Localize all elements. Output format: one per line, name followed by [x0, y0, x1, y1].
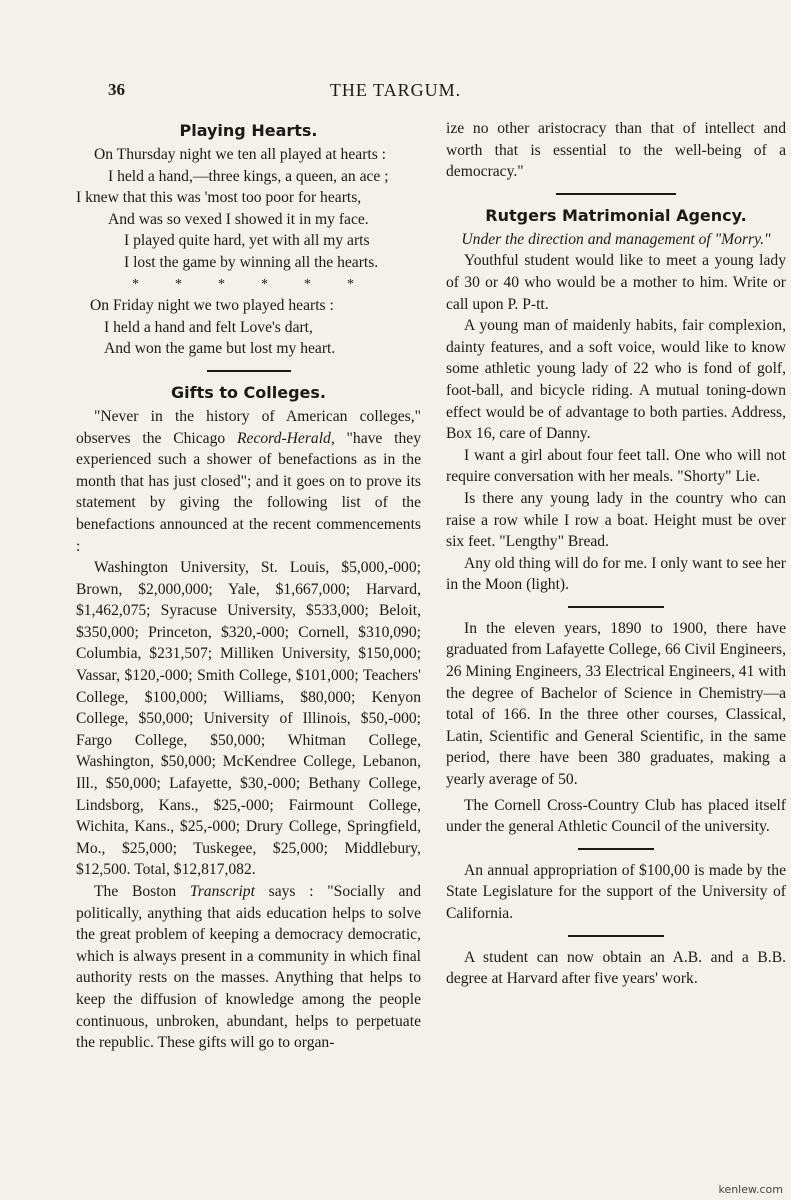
- stanza-divider: ******: [132, 276, 390, 292]
- poem-stanza-2: [76, 295, 421, 360]
- gifts-benefactions-list: Washington University, St. Louis, $5,000,-000; Brown, $2,000,000; Yale, $1,667,000; Harvard, $1,462,075; Syracuse University, $533,000; Beloit, $350,000; Princeton, $320,-000; Cornell, $310,090; Columbia, $231,507; Milliken University, $150,000; Vassar, $120,-000; Smith College, $101,000; Teachers' College, $100,000; Williams, $80,000; Kenyon College, $50,000; University of Illinois, $50,-000; Fargo College, $50,000; Whitman College, Washington, $50,000; McKendree College, Lebanon, Ill., $50,000; Lafayette, $30,-000; Bethany College, Lindsborg, Kans., $25,-000; Fairmount College, Wichita, Kans., $25,-000; Drury College, Springfield, Mo., $25,000; Tuskegee, $25,000; Middlebury, $12,500. Total, $12,817,082.: [76, 559, 421, 879]
- agency-ad: Youthful student would like to meet a young lady of 30 or 40 who would be a mother to him. Write or call upon P. P-tt.: [446, 252, 786, 313]
- watermark: kenlew.com: [718, 1183, 783, 1196]
- playing-hearts-poem: [76, 120, 421, 360]
- agency-ad: Any old thing will do for me. I only want to see her in the Moon (light).: [446, 554, 786, 594]
- poem-line: I lost the game by winning all the hearts.: [124, 253, 379, 271]
- poem-line: I played quite hard, yet with all my arts: [124, 232, 370, 250]
- agency-subtitle: Under the direction and management of "Morry.": [461, 230, 771, 248]
- right-column: [446, 118, 786, 990]
- poem-line: On Thursday night we ten all played at hearts :: [94, 146, 387, 163]
- poem-line: I knew that this was 'most too poor for hearts,: [76, 189, 362, 207]
- matrimonial-agency-article: [446, 205, 786, 596]
- agency-ad: I want a girl about four feet tall. One who will not require conversation with her meals. "Shorty" Lie.: [446, 446, 786, 486]
- lafayette-note: In the eleven years, 1890 to 1900, there have graduated from Lafayette College, 66 Civil Engineers, 26 Mining Engineers, 33 Electrical Engineers, 41 with the degree of Bachelor of Science in Chemistry—a total of 166. In the three other courses, Classical, Latin, Scientific and General Scientific, in the same period, there have been 380 graduates, making a yearly average of 50.: [446, 619, 786, 789]
- section-divider: [556, 193, 676, 195]
- poem-stanza-1: [76, 144, 421, 274]
- gifts-continuation: ize no other aristocracy than that of intellect and worth that is essential to the well-being of a democracy.": [446, 120, 786, 181]
- harvard-note: A student can now obtain an A.B. and a B.B. degree at Harvard after five years' work.: [446, 948, 786, 988]
- gifts-to-colleges-article: [76, 382, 421, 1054]
- agency-ad: Is there any young lady in the country who can raise a row while I row a boat. Height must be over six feet. "Lengthy" Bread.: [446, 489, 786, 551]
- agency-ad: A young man of maidenly habits, fair complexion, dainty features, and a soft voice, would like to know some athletic young lady of 22 who is fond of golf, foot-ball, and bicycle riding. A mutual toning-down effect would be of advantage to both parties. Address, Box 16, care of Danny.: [446, 317, 786, 443]
- poem-line: On Friday night we two played hearts :: [90, 297, 334, 315]
- playing-hearts-title: Playing Hearts.: [179, 121, 318, 140]
- page-title: THE TARGUM.: [329, 80, 462, 100]
- gifts-title: Gifts to Colleges.: [171, 382, 326, 402]
- page-header: [0, 80, 791, 104]
- poem-line: I held a hand and felt Love's dart,: [104, 318, 313, 336]
- poem-line: And won the game but lost my heart.: [104, 340, 336, 358]
- section-divider: [578, 848, 654, 850]
- section-divider: [568, 606, 664, 608]
- poem-line: I held a hand,—three kings, a queen, an ace ;: [108, 167, 389, 185]
- gifts-paragraph-3: The Boston Transcript says : "Socially and politically, anything that aids education helps to solve the great problem of keeping a democracy democratic, which is always present in a community in which final authority rests on the masses. Anything that helps to keep the diffusion of knowledge among the people continuous, unbroken, abundant, helps to perpetuate the republic. These gifts will go to organ-: [76, 883, 421, 1052]
- cornell-note: The Cornell Cross-Country Club has placed itself under the general Athletic Council of the university.: [446, 796, 786, 836]
- left-column: [76, 118, 421, 1054]
- agency-title: Rutgers Matrimonial Agency.: [485, 205, 747, 225]
- gifts-paragraph-1: "Never in the history of American colleges," observes the Chicago Record-Herald, "have they experienced such a shower of benefactions as in the month that has just closed"; and it goes on to prove its statement by giving the following list of the benefactions announced at the recent commencements :: [76, 407, 421, 555]
- poem-line: And was so vexed I showed it in my face.: [108, 210, 369, 228]
- page-number: 36: [108, 80, 125, 99]
- section-divider: [568, 935, 664, 937]
- california-note: An annual appropriation of $100,00 is made by the State Legislature for the support of the University of California.: [446, 861, 786, 922]
- section-divider: [207, 370, 291, 372]
